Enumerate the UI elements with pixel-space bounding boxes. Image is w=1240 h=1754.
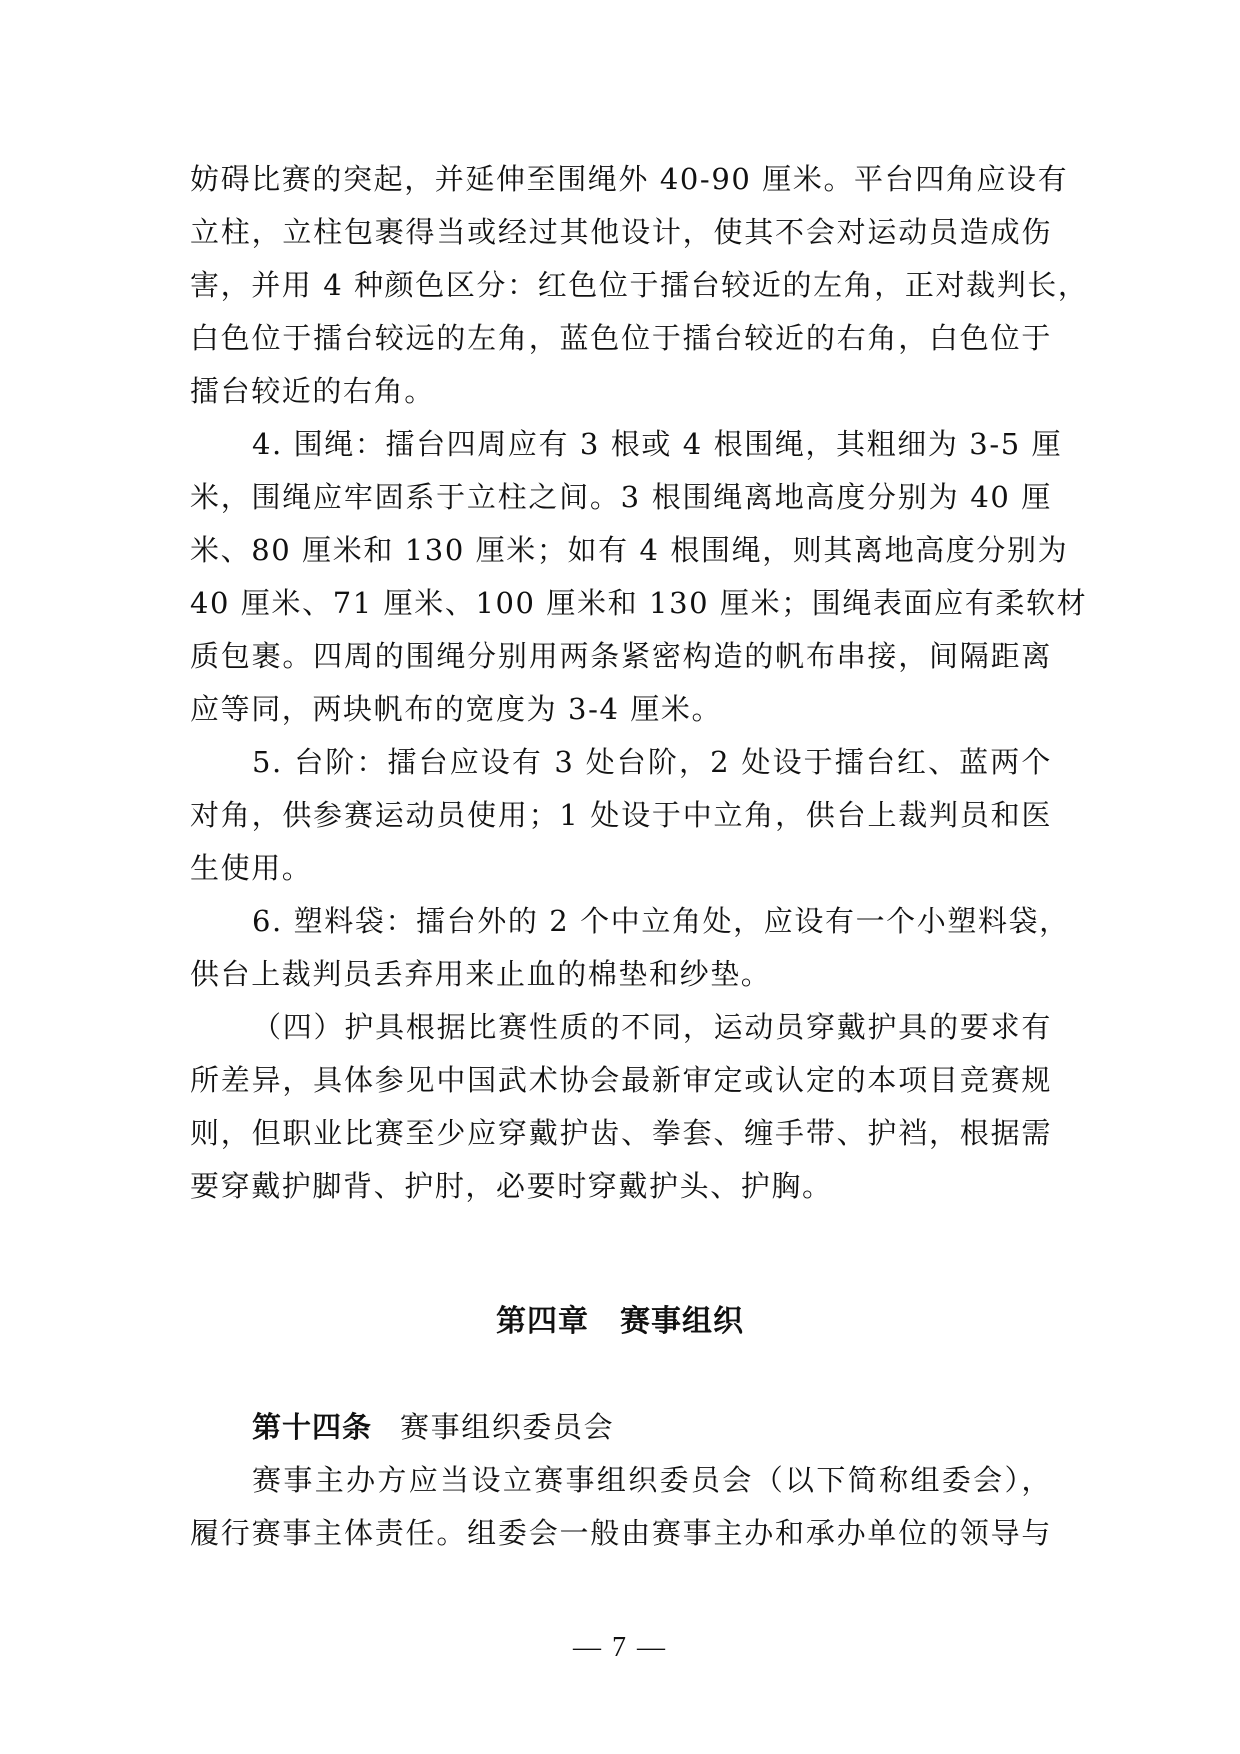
item-4-ropes-line: 米，围绳应牢固系于立柱之间。3 根围绳离地高度分别为 40 厘 [190,480,1052,514]
protective-gear-line: 则，但职业比赛至少应穿戴护齿、拳套、缠手带、护裆，根据需 [190,1116,1052,1150]
article-14 [190,1401,1052,1560]
article-title: 赛事组织委员会 [400,1410,615,1444]
item-4-ropes-line: 40 厘米、71 厘米、100 厘米和 130 厘米；围绳表面应有柔软材 [190,586,1088,620]
paragraph-line: 擂台较近的右角。 [190,374,435,408]
paragraph-line: 妨碍比赛的突起，并延伸至围绳外 40-90 厘米。平台四角应设有 [190,162,1069,196]
page-number: — 7 — [573,1632,667,1663]
protective-gear-line: 所差异，具体参见中国武术协会最新审定或认定的本项目竞赛规 [190,1063,1052,1097]
article-number: 第十四条 [252,1410,373,1444]
protective-gear-line: 要穿戴护脚背、护肘，必要时穿戴护头、护胸。 [190,1169,833,1203]
item-4-ropes-line: 4. 围绳：擂台四周应有 3 根或 4 根围绳，其粗细为 3-5 厘 [252,427,1063,461]
item-4-ropes-line: 应等同，两块帆布的宽度为 3-4 厘米。 [190,692,723,726]
item-6-plastic-bag-line: 供台上裁判员丢弃用来止血的棉垫和纱垫。 [190,957,772,991]
item-5-steps-line: 生使用。 [190,851,313,885]
article-14-line: 履行赛事主体责任。组委会一般由赛事主办和承办单位的领导与 [190,1516,1052,1550]
item-4-ropes-line: 质包裹。四周的围绳分别用两条紧密构造的帆布串接，间隔距离 [190,639,1052,673]
paragraph-line: 白色位于擂台较远的左角，蓝色位于擂台较近的右角，白色位于 [190,321,1052,355]
protective-gear-line: （四）护具根据比赛性质的不同，运动员穿戴护具的要求有 [252,1010,1052,1044]
paragraph-line: 害，并用 4 种颜色区分：红色位于擂台较近的左角，正对裁判长， [190,268,1089,302]
document-body [190,153,1089,1213]
paragraph-line: 立柱，立柱包裹得当或经过其他设计，使其不会对运动员造成伤 [190,215,1052,249]
chapter-heading: 第四章 赛事组织 [496,1304,744,1339]
item-5-steps-line: 对角，供参赛运动员使用；1 处设于中立角，供台上裁判员和医 [190,798,1052,832]
item-5-steps-line: 5. 台阶：擂台应设有 3 处台阶，2 处设于擂台红、蓝两个 [252,745,1052,779]
article-14-line: 赛事主办方应当设立赛事组织委员会（以下简称组委会）， [252,1463,1052,1497]
item-6-plastic-bag-line: 6. 塑料袋：擂台外的 2 个中立角处，应设有一个小塑料袋， [252,904,1070,938]
article-heading [190,1401,1052,1454]
item-4-ropes-line: 米、80 厘米和 130 厘米；如有 4 根围绳，则其离地高度分别为 [190,533,1069,567]
